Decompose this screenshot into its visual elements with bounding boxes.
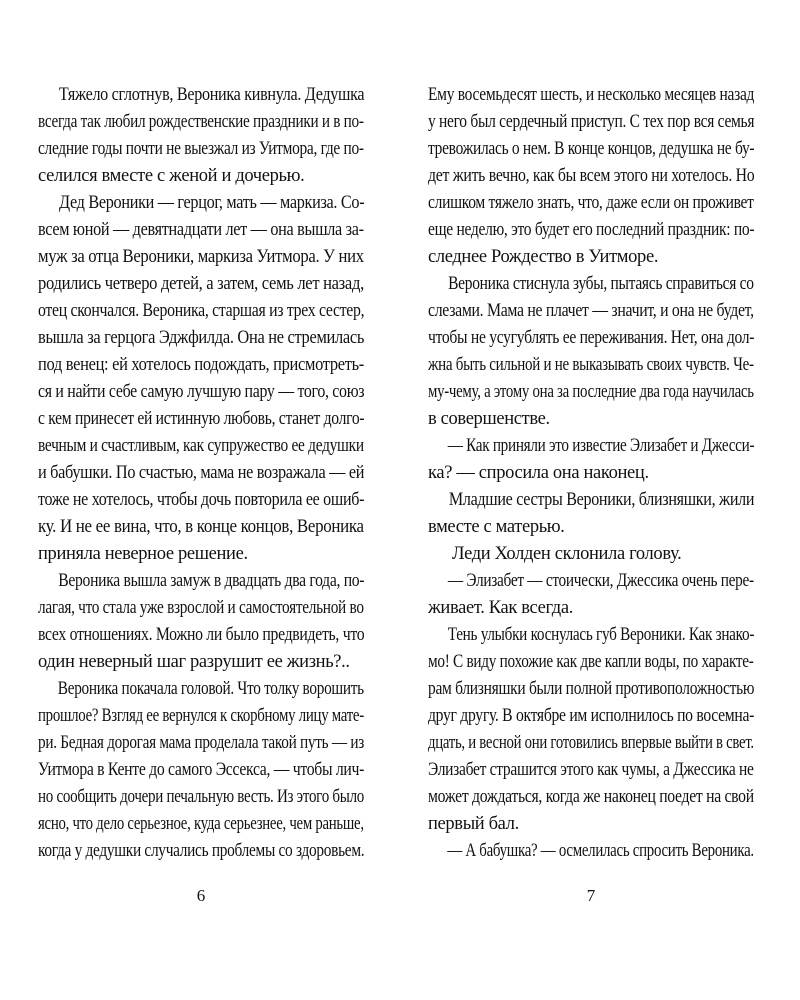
text-line: ясно, что дело серьезное, куда серьезнее, чем раньше, — [38, 814, 364, 834]
text-line: прошлое? Взгляд ее вернулся к скорбному лицу мате- — [38, 706, 364, 726]
text-line: — А бабушка? — осмелилась спросить Вероника. — [447, 841, 754, 861]
text-line: живает. Как всегда. — [428, 598, 573, 618]
text-line: следнее Рождество в Уитморе. — [428, 247, 659, 267]
text-line: отец скончался. Вероника, старшая из трех сестер, — [38, 301, 365, 321]
text-line: Вероника вышла замуж в двадцать два года, по- — [58, 571, 365, 591]
text-line: рам близняшки были полной противоположностью — [428, 679, 755, 699]
text-line: всех отношениях. Можно ли было предвидеть, что — [38, 625, 365, 645]
text-line: под венец: ей хотелось подождать, присмотреть- — [38, 355, 364, 375]
text-line: когда у дедушки случались проблемы со здоровьем. — [38, 841, 365, 861]
text-line: друг другу. В октябре им исполнилось по восемна- — [428, 706, 755, 726]
text-line: чтобы не усугублять ее переживания. Нет, она дол- — [428, 328, 755, 348]
text-line: Уитмора в Кенте до самого Эссекса, — чтобы лич- — [38, 760, 365, 780]
text-line: первый бал. — [428, 814, 519, 834]
text-line: с кем принесет ей истинную любовь, станет долго- — [38, 409, 365, 429]
text-line: муж за отца Вероники, маркиза Уитмора. У них — [38, 247, 364, 267]
text-line: тоже не хотелось, чтобы дочь повторила ее ошиб- — [38, 490, 365, 510]
text-line: один неверный шаг разрушит ее жизнь?.. — [38, 652, 350, 672]
text-line: му-чему, а этому она за последние два года научилась — [428, 382, 754, 402]
text-line: дцать, и весной они готовились впервые выйти в свет. — [428, 733, 754, 753]
text-line: — Как приняли это известие Элизабет и Джесси- — [447, 436, 755, 456]
text-line: лагая, что стала уже взрослой и самостоятельной во — [38, 598, 364, 618]
text-line: и бабушки. По счастью, мама не возражала — ей — [38, 463, 365, 483]
text-line: Младшие сестры Вероники, близняшки, жили — [448, 490, 755, 510]
text-line: ка? — спросила она наконец. — [428, 463, 649, 483]
text-line: всегда так любил рождественские праздники и в по- — [38, 112, 364, 132]
text-line: Ему восемьдесят шесть, и несколько месяцев назад — [428, 85, 755, 105]
text-line: Тень улыбки коснулась губ Вероники. Как знако- — [447, 625, 755, 645]
text-line: всем юной — девятнадцати лет — она вышла за- — [38, 220, 364, 240]
text-line: — Элизабет — стоически, Джессика очень пере- — [447, 571, 754, 591]
text-line: может дождаться, когда же наконец поедет на свой — [428, 787, 754, 807]
text-line: Леди Холден склонила голову. — [452, 544, 682, 564]
text-line: Тяжело сглотнув, Вероника кивнула. Дедушка — [58, 85, 365, 105]
text-line: родились четверо детей, а затем, семь лет назад, — [38, 274, 364, 294]
text-line: вечным и счастливым, как супружество ее дедушки — [38, 436, 364, 456]
text-line: вышла за герцога Эджфилда. Она не стремилась — [38, 328, 365, 348]
text-line: но сообщить дочери печальную весть. Из этого было — [38, 787, 365, 807]
left-page — [38, 82, 364, 922]
text-line: ри. Бедная дорогая мама проделала такой путь — из — [38, 733, 364, 753]
text-line: жна быть сильной и не выказывать своих чувств. Че- — [428, 355, 754, 375]
text-line: вместе с матерью. — [428, 517, 565, 537]
text-line: в совершенстве. — [428, 409, 550, 429]
right-page-text — [428, 82, 754, 865]
text-line: дет жить вечно, как бы всем этого ни хотелось. Но — [428, 166, 755, 186]
text-line: мо! С виду похожие как две капли воды, по характе- — [428, 652, 754, 672]
text-line: слезами. Мама не плачет — значит, и она не будет, — [428, 301, 754, 321]
text-line: Элизабет страшится этого как чумы, а Джессика не — [428, 760, 754, 780]
page-number: 7 — [586, 886, 596, 905]
text-line: у него был сердечный приступ. С тех пор вся семья — [428, 112, 755, 132]
right-page — [428, 82, 754, 922]
text-line: Дед Вероники — герцог, мать — маркиза. Со- — [59, 193, 365, 213]
text-line: слишком тяжело знать, что, даже если он проживет — [428, 193, 754, 213]
text-line: приняла неверное решение. — [38, 544, 248, 564]
text-line: ку. И не ее вина, что, в конце концов, Вероника — [38, 517, 364, 537]
text-line: еще неделю, это будет его последний праздник: по- — [428, 220, 755, 240]
text-line: следние годы почти не выезжал из Уитмора, где по- — [38, 139, 364, 159]
text-line: тревожилась о нем. В конце концов, дедушка не бу- — [428, 139, 755, 159]
left-page-text — [38, 82, 364, 865]
text-line: ся и найти себе самую лучшую пару — того, союз — [38, 382, 365, 402]
text-line: Вероника стиснула зубы, пытаясь справиться со — [448, 274, 754, 294]
page-number: 6 — [196, 886, 206, 905]
text-line: Вероника покачала головой. Что толку ворошить — [57, 679, 364, 699]
text-line: селился вместе с женой и дочерью. — [38, 166, 305, 186]
